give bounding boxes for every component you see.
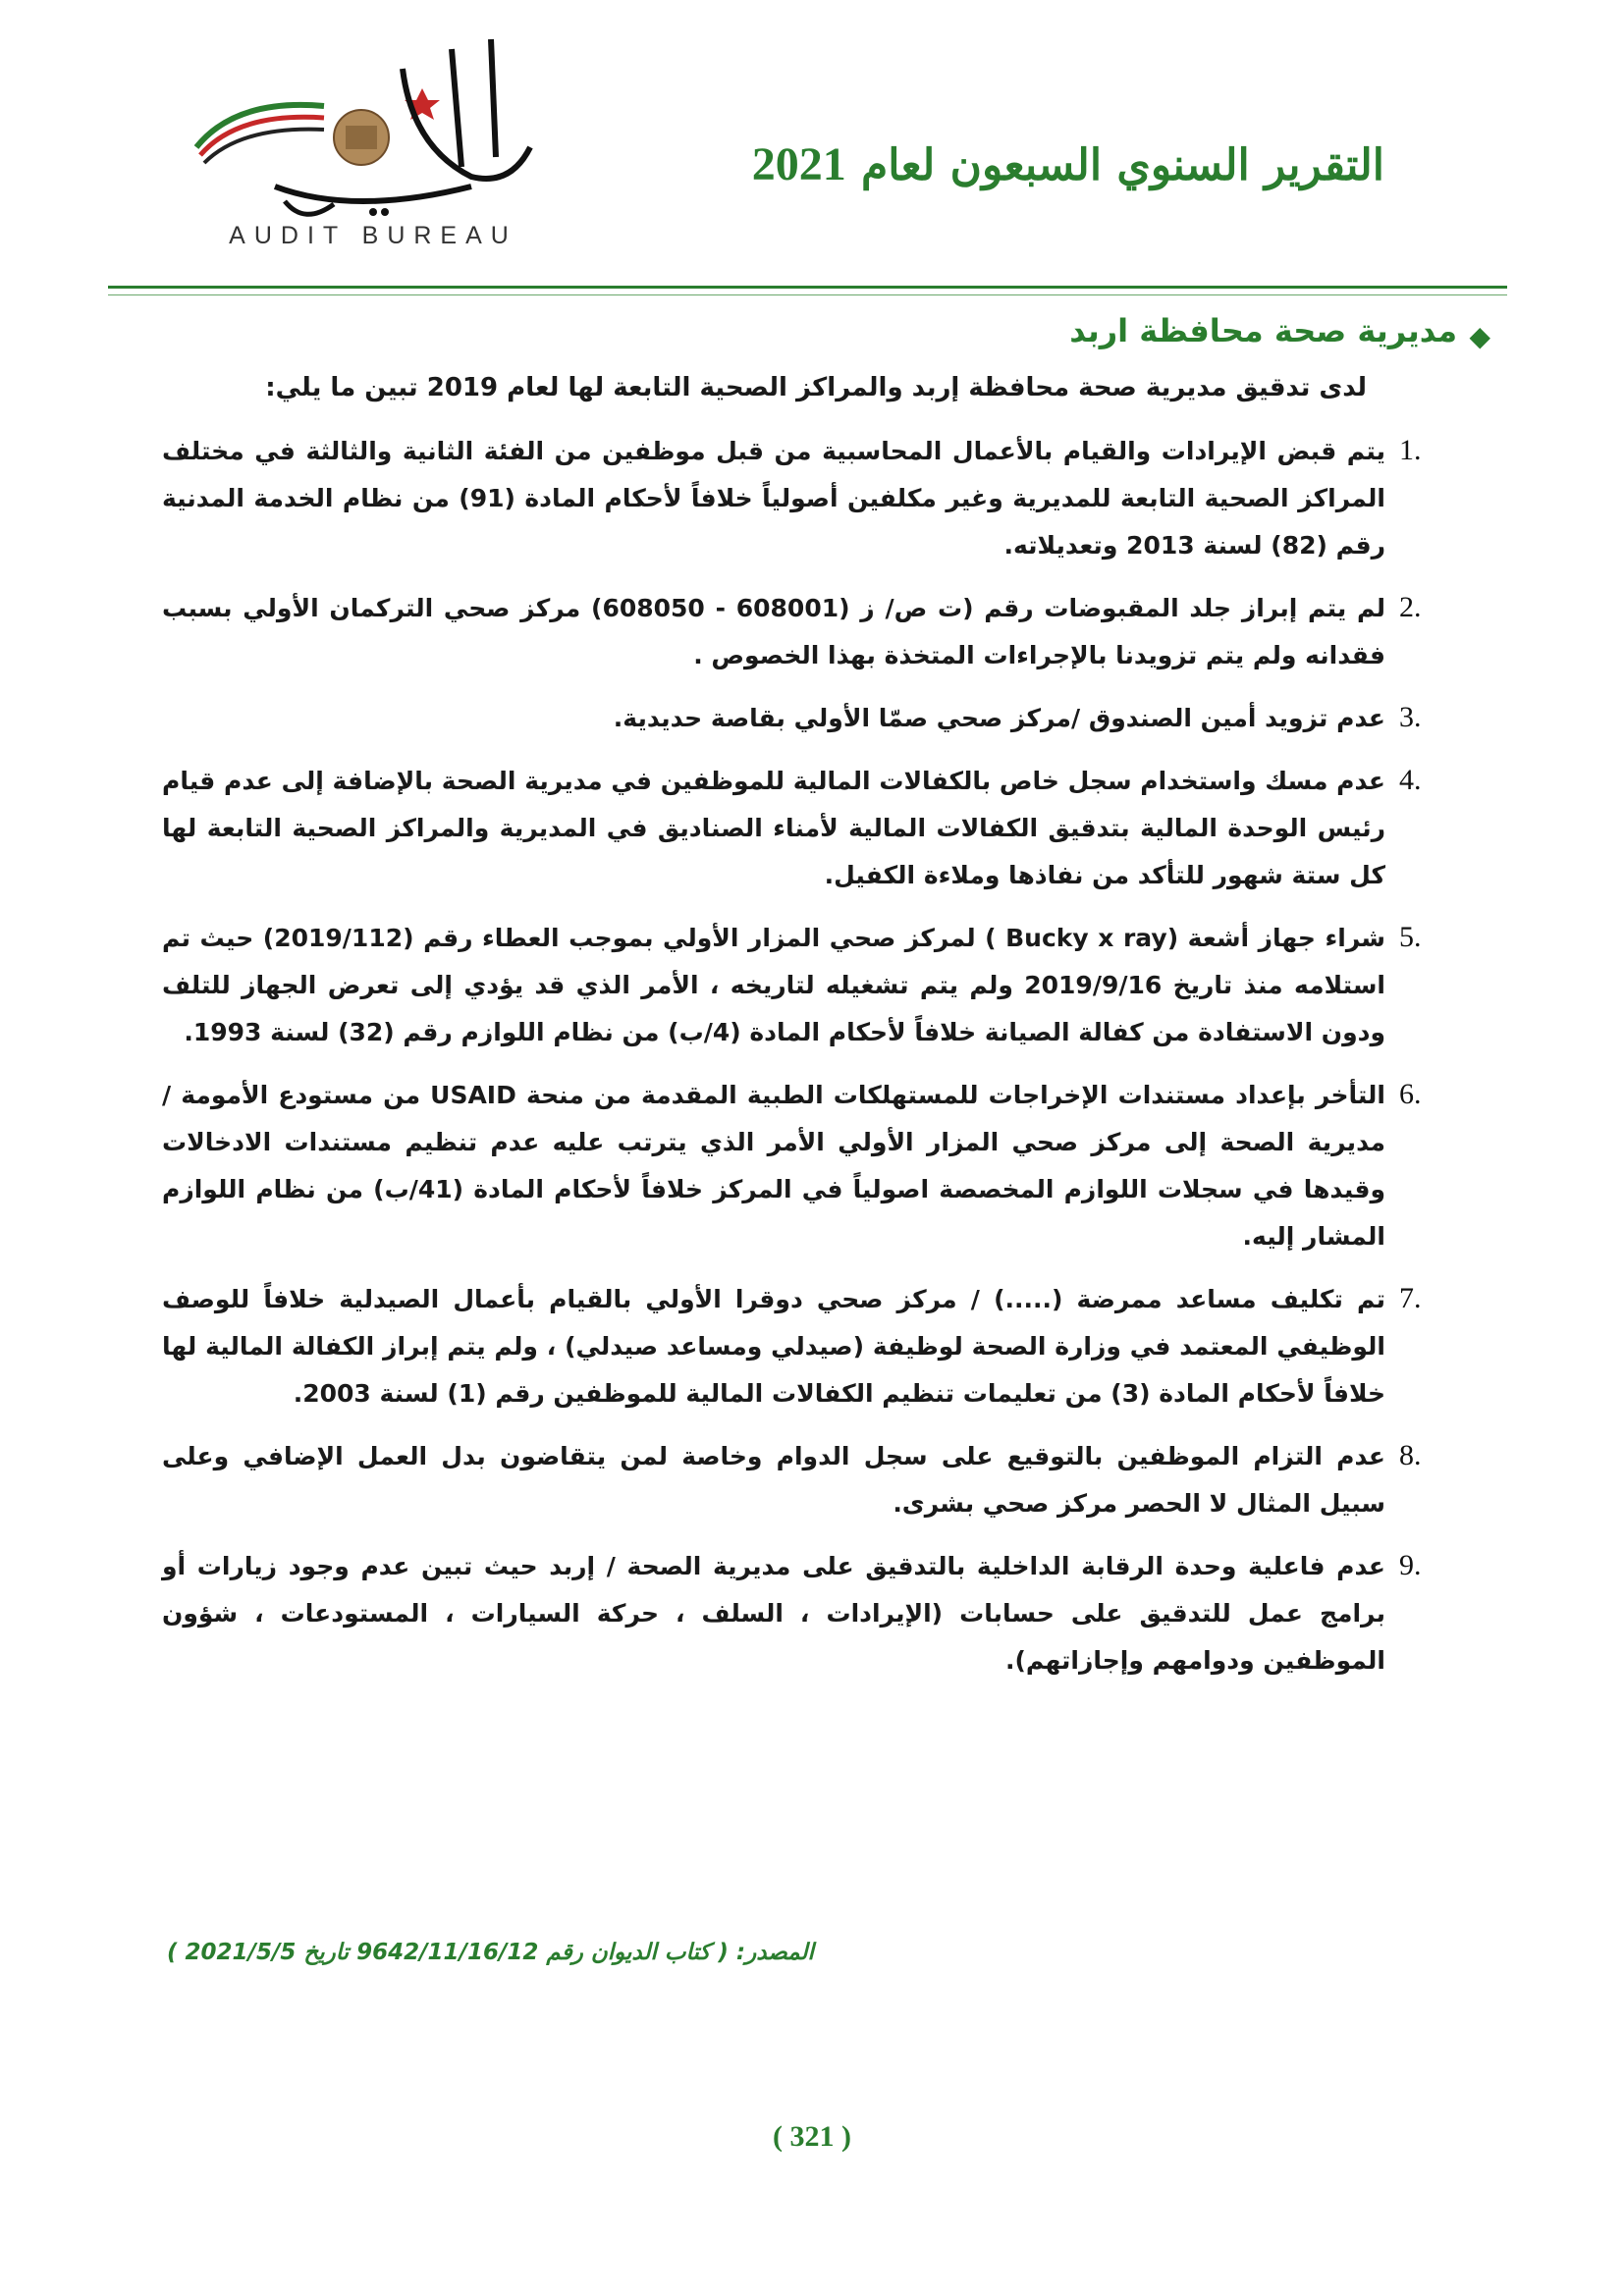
bullet-diamond-icon: ◆ <box>1469 320 1490 352</box>
list-item <box>162 428 1478 569</box>
item-text: عدم مسك واستخدام سجل خاص بالكفالات المالية للموظفين في مديرية الصحة بالإضافة إلى عدم قيام رئيس الوحدة المالية بتدقيق الكفالات المالية لأمناء الصناديق في المديرية والمراكز الصحية التابعة لها كل ستة شهور للتأكد من نفاذها وملاءة الكفيل. <box>162 767 1385 889</box>
item-text: شراء جهاز أشعة (Bucky x ray ) لمركز صحي المزار الأولي بموجب العطاء رقم (2019/112) حيث تم استلامه منذ تاريخ 2019/9/16 ولم يتم تشغيله لتاريخه ، الأمر الذي قد يؤدي إلى تعرض الجهاز للتلف ودون الاستفادة من كفالة الصيانة خلافاً لأحكام المادة (4/ب) من نظام اللوازم رقم (32) لسنة 1993. <box>162 924 1385 1046</box>
item-text: عدم فاعلية وحدة الرقابة الداخلية بالتدقيق على مديرية الصحة / إربد حيث تبين عدم وجود زيارات أو برامج عمل للتدقيق على حسابات (الإيرادات ، السلف ، حركة السيارات ، المستودعات ، شؤون الموظفين ودوامهم وإجازاتهم). <box>162 1552 1385 1675</box>
source-citation: المصدر: ( كتاب الديوان رقم 9642/11/16/12 تاريخ 2021/5/5 ) <box>167 1940 814 1965</box>
item-number: 1. <box>1399 434 1422 466</box>
findings-list <box>162 428 1478 1700</box>
item-number: 9. <box>1399 1549 1422 1581</box>
item-number: 5. <box>1399 921 1422 953</box>
list-item <box>162 1543 1478 1684</box>
item-text: عدم التزام الموظفين بالتوقيع على سجل الدوام وخاصة لمن يتقاضون بدل العمل الإضافي وعلى سبيل المثال لا الحصر مركز صحي بشرى. <box>162 1442 1385 1518</box>
report-title-text: التقرير السنوي السبعون لعام <box>861 140 1384 190</box>
item-number: 4. <box>1399 764 1422 796</box>
item-text: تم تكليف مساعد ممرضة (.....) / مركز صحي دوقرا الأولي بالقيام بأعمال الصيدلية خلافاً للوصف الوظيفي المعتمد في وزارة الصحة لوظيفة (صيدلي ومساعد صيدلي) ، ولم يتم إبراز الكفالة المالية لها خلافاً لأحكام المادة (3) من تعليمات تنظيم الكفالات المالية للموظفين رقم (1) لسنة 2003. <box>162 1285 1385 1408</box>
list-item <box>162 1072 1478 1260</box>
header-divider-thin <box>108 294 1507 295</box>
header-divider <box>108 286 1507 289</box>
report-title <box>751 137 1384 191</box>
item-number: 8. <box>1399 1439 1422 1471</box>
item-number: 6. <box>1399 1078 1422 1110</box>
item-number: 7. <box>1399 1282 1422 1314</box>
report-year: 2021 <box>751 138 846 190</box>
list-item <box>162 1433 1478 1527</box>
item-number: 3. <box>1399 701 1422 733</box>
item-text: عدم تزويد أمين الصندوق /مركز صحي صمّا الأولي بقاصة حديدية. <box>613 704 1385 732</box>
list-item <box>162 758 1478 899</box>
list-item <box>162 695 1478 742</box>
item-text: لم يتم إبراز جلد المقبوضات رقم (ت ص/ ز (608001 - 608050) مركز صحي التركمان الأولي بسبب فقدانه ولم يتم تزويدنا بالإجراءات المتخذة بهذا الخصوص . <box>162 594 1386 669</box>
page-number: ( 321 ) <box>773 2120 851 2153</box>
logo-caption: AUDIT BUREAU <box>229 222 517 249</box>
item-text: يتم قبض الإيرادات والقيام بالأعمال المحاسبية من قبل موظفين من الفئة الثانية والثالثة في مختلف المراكز الصحية التابعة للمديرية وغير مكلفين أصولياً خلافاً لأحكام المادة (91) من نظام الخدمة المدنية رقم (82) لسنة 2013 وتعديلاته. <box>162 437 1386 560</box>
list-item <box>162 915 1478 1056</box>
list-item <box>162 585 1478 679</box>
item-number: 2. <box>1399 591 1422 623</box>
list-item <box>162 1276 1478 1417</box>
section-intro: لدى تدقيق مديرية صحة محافظة إربد والمراكز الصحية التابعة لها لعام 2019 تبين ما يلي: <box>265 373 1367 402</box>
section-title: مديرية صحة محافظة اربد <box>1069 312 1457 349</box>
item-text: التأخر بإعداد مستندات الإخراجات للمستهلكات الطبية المقدمة من منحة USAID من مستودع الأمومة / مديرية الصحة إلى مركز صحي المزار الأولي الأمر الذي يترتب عليه عدم تنظيم مستندات الادخالات وقيدها في سجلات اللوازم المخصصة اصولياً في المركز خلافاً لأحكام المادة (41/ب) من نظام اللوازم المشار إليه. <box>162 1081 1386 1251</box>
